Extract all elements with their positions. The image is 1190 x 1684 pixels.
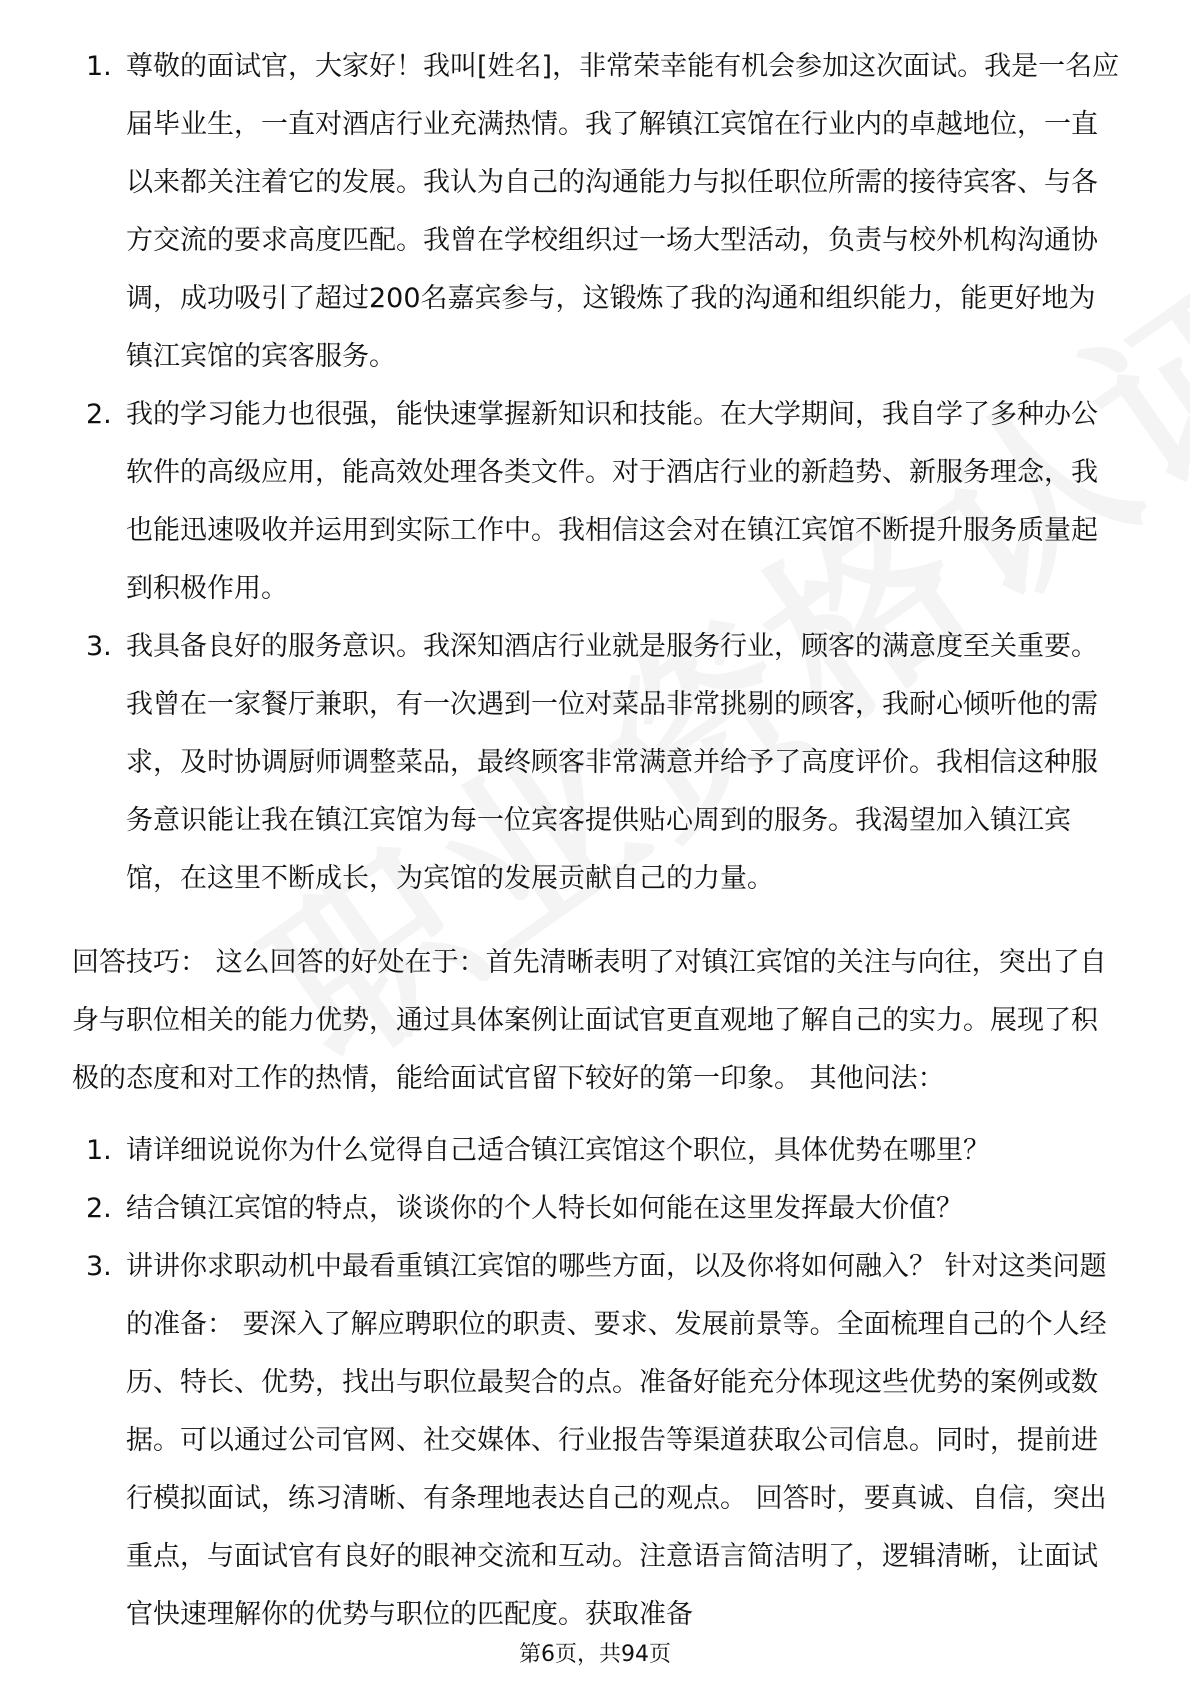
list-item-number: 3.	[86, 631, 112, 662]
list-item	[72, 1238, 1122, 1644]
alternative-questions-list	[72, 1122, 1122, 1644]
list-item	[72, 1122, 1122, 1180]
list-item-number: 3.	[86, 1251, 112, 1282]
list-item-text: 请详细说说你为什么觉得自己适合镇江宾馆这个职位，具体优势在哪里？	[126, 1135, 990, 1166]
list-item	[72, 386, 1122, 618]
list-item-number: 2.	[86, 399, 112, 430]
page-number-footer: 第6页，共94页	[519, 1642, 671, 1667]
page-content	[72, 38, 1122, 1644]
list-item-text: 讲讲你求职动机中最看重镇江宾馆的哪些方面，以及你将如何融入？ 针对这类问题的准备： 要深入了解应聘职位的职责、要求、发展前景等。全面梳理自己的个人经历、特长、优势，找出与职位最契合的点。准备好能充分体现这些优势的案例或数据。可以通过公司官网、社交媒体、行业报告等渠道获取公司信息。同时，提前进行模拟面试，练习清晰、有条理地表达自己的观点。 回答时，要真诚、自信，突出重点，与面试官有良好的眼神交流和互动。注意语言简洁明了，逻辑清晰，让面试官快速理解你的优势与职位的匹配度。获取准备	[126, 1251, 1107, 1630]
list-item-text: 结合镇江宾馆的特点，谈谈你的个人特长如何能在这里发挥最大价值？	[126, 1193, 963, 1224]
list-item-number: 1.	[86, 1135, 112, 1166]
list-item-text: 尊敬的面试官，大家好！我叫[姓名]，非常荣幸能有机会参加这次面试。我是一名应届毕业生，一直对酒店行业充满热情。我了解镇江宾馆在行业内的卓越地位，一直以来都关注着它的发展。我认为自己的沟通能力与拟任职位所需的接待宾客、与各方交流的要求高度匹配。我曾在学校组织过一场大型活动，负责与校外机构沟通协调，成功吸引了超过200名嘉宾参与，这锻炼了我的沟通和组织能力，能更好地为镇江宾馆的宾客服务。	[126, 51, 1120, 372]
list-item-number: 2.	[86, 1193, 112, 1224]
list-item-text: 我的学习能力也很强，能快速掌握新知识和技能。在大学期间，我自学了多种办公软件的高级应用，能高效处理各类文件。对于酒店行业的新趋势、新服务理念，我也能迅速吸收并运用到实际工作中。我相信这会对在镇江宾馆不断提升服务质量起到积极作用。	[126, 399, 1098, 604]
list-item-text: 我具备良好的服务意识。我深知酒店行业就是服务行业，顾客的满意度至关重要。我曾在一家餐厅兼职，有一次遇到一位对菜品非常挑剔的顾客，我耐心倾听他的需求，及时协调厨师调整菜品，最终顾客非常满意并给予了高度评价。我相信这种服务意识能让我在镇江宾馆为每一位宾客提供贴心周到的服务。我渴望加入镇江宾馆，在这里不断成长，为宾馆的发展贡献自己的力量。	[126, 631, 1098, 894]
list-item	[72, 38, 1122, 386]
list-item	[72, 618, 1122, 908]
list-item	[72, 1180, 1122, 1238]
list-item-number: 1.	[86, 51, 112, 82]
answer-list	[72, 38, 1122, 908]
tips-paragraph: 回答技巧： 这么回答的好处在于：首先清晰表明了对镇江宾馆的关注与向往，突出了自身与职位相关的能力优势，通过具体案例让面试官更直观地了解自己的实力。展现了积极的态度和对工作的热情，能给面试官留下较好的第一印象。 其他问法：	[72, 947, 1107, 1094]
